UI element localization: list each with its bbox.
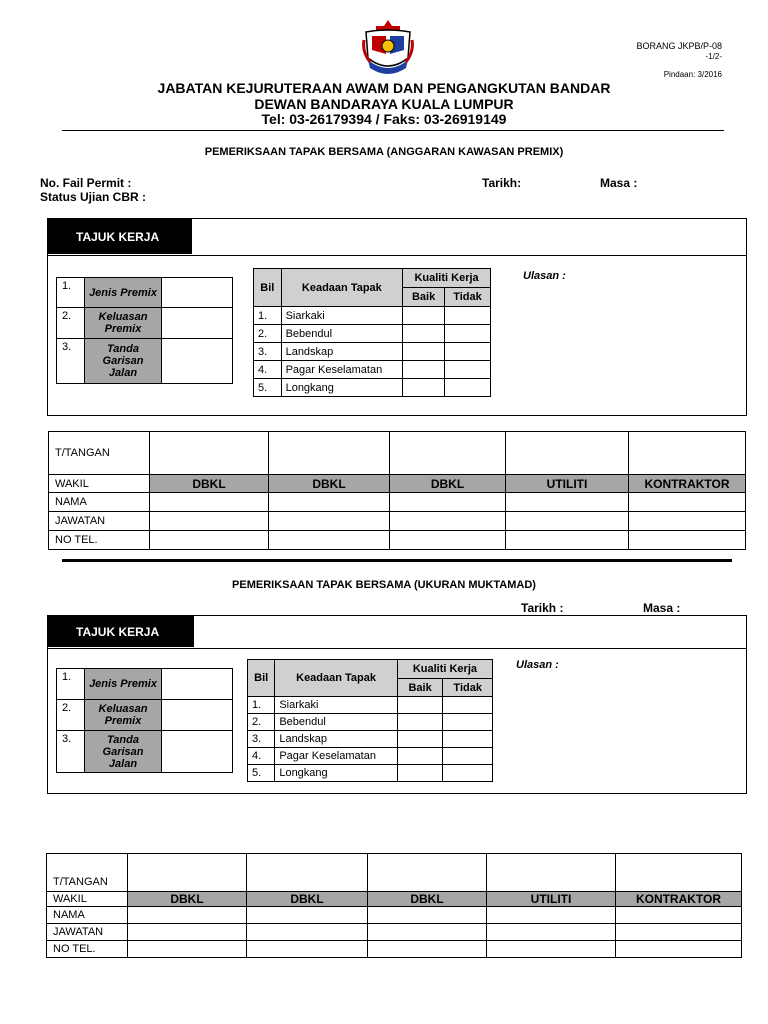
row-name: Longkang xyxy=(275,765,398,782)
cell-tidak[interactable] xyxy=(443,731,493,748)
section2-ulasan-label: Ulasan : xyxy=(516,659,559,671)
row-number: 5. xyxy=(254,379,282,397)
col-bil: Bil xyxy=(254,269,282,307)
row-name: Landskap xyxy=(275,731,398,748)
jawatan-cell[interactable] xyxy=(487,924,616,941)
header-divider xyxy=(62,130,724,131)
nama-cell[interactable] xyxy=(616,907,742,924)
dbkl-crest-logo xyxy=(362,18,414,78)
item-value-jenis-premix[interactable] xyxy=(162,278,233,308)
sign-cell[interactable] xyxy=(487,854,616,892)
cell-baik[interactable] xyxy=(397,714,443,731)
cell-baik[interactable] xyxy=(403,325,445,343)
cell-baik[interactable] xyxy=(403,379,445,397)
cell-baik[interactable] xyxy=(397,765,443,782)
item-number: 2. xyxy=(57,700,85,731)
label-wakil: WAKIL xyxy=(47,892,128,907)
col-keadaan-tapak: Keadaan Tapak xyxy=(281,269,403,307)
notel-cell[interactable] xyxy=(629,531,746,550)
row-name: Pagar Keselamatan xyxy=(275,748,398,765)
item-label-tanda-garisan: Tanda Garisan Jalan xyxy=(85,731,162,773)
col-kualiti-kerja: Kualiti Kerja xyxy=(397,660,492,679)
jawatan-cell[interactable] xyxy=(629,512,746,531)
col-dbkl: DBKL xyxy=(128,892,247,907)
label-jawatan: JAWATAN xyxy=(49,512,150,531)
section2-signature-table xyxy=(46,853,742,958)
sign-cell[interactable] xyxy=(128,854,247,892)
contact-line: Tel: 03-26179394 / Faks: 03-26919149 xyxy=(261,111,507,127)
nama-cell[interactable] xyxy=(247,907,368,924)
cell-baik[interactable] xyxy=(397,731,443,748)
col-dbkl: DBKL xyxy=(368,892,487,907)
cell-tidak[interactable] xyxy=(445,379,491,397)
item-value-keluasan-premix[interactable] xyxy=(162,700,233,731)
form-code: BORANG JKPB/P-08 xyxy=(636,41,722,51)
section1-tajuk-label: TAJUK KERJA xyxy=(48,219,192,254)
row-number: 1. xyxy=(254,307,282,325)
sign-cell[interactable] xyxy=(629,432,746,475)
col-dbkl: DBKL xyxy=(269,475,390,493)
sign-cell[interactable] xyxy=(506,432,629,475)
department-name: JABATAN KEJURUTERAAN AWAM DAN PENGANGKUTAN BANDAR xyxy=(157,80,611,96)
cell-tidak[interactable] xyxy=(445,307,491,325)
row-name: Pagar Keselamatan xyxy=(281,361,403,379)
nama-cell[interactable] xyxy=(150,493,269,512)
row-name: Landskap xyxy=(281,343,403,361)
notel-cell[interactable] xyxy=(506,531,629,550)
col-kontraktor: KONTRAKTOR xyxy=(616,892,742,907)
item-label-jenis-premix: Jenis Premix xyxy=(85,669,162,700)
section1-condition-table xyxy=(253,268,491,397)
nama-cell[interactable] xyxy=(487,907,616,924)
label-no-tel: NO TEL. xyxy=(47,941,128,958)
notel-cell[interactable] xyxy=(368,941,487,958)
row-number: 2. xyxy=(248,714,275,731)
row-number: 4. xyxy=(254,361,282,379)
col-tidak: Tidak xyxy=(445,288,491,307)
sign-cell[interactable] xyxy=(368,854,487,892)
row-name: Longkang xyxy=(281,379,403,397)
col-dbkl: DBKL xyxy=(247,892,368,907)
row-name: Siarkaki xyxy=(281,307,403,325)
section2-condition-table xyxy=(247,659,493,782)
item-number: 1. xyxy=(57,278,85,308)
cell-baik[interactable] xyxy=(403,361,445,379)
col-keadaan-tapak: Keadaan Tapak xyxy=(275,660,398,697)
row-number: 2. xyxy=(254,325,282,343)
section-divider xyxy=(62,559,732,562)
col-bil: Bil xyxy=(248,660,275,697)
col-baik: Baik xyxy=(397,679,443,697)
label-nama: NAMA xyxy=(47,907,128,924)
nama-cell[interactable] xyxy=(368,907,487,924)
sign-cell[interactable] xyxy=(390,432,506,475)
section2-date-label: Tarikh : xyxy=(521,601,564,615)
item-value-tanda-garisan[interactable] xyxy=(162,731,233,773)
col-baik: Baik xyxy=(403,288,445,307)
col-utiliti: UTILITI xyxy=(487,892,616,907)
row-name: Bebendul xyxy=(275,714,398,731)
cell-baik[interactable] xyxy=(403,307,445,325)
cell-tidak[interactable] xyxy=(445,325,491,343)
jawatan-cell[interactable] xyxy=(390,512,506,531)
nama-cell[interactable] xyxy=(506,493,629,512)
item-number: 2. xyxy=(57,308,85,339)
cell-baik[interactable] xyxy=(403,343,445,361)
col-dbkl: DBKL xyxy=(150,475,269,493)
section1-items-table xyxy=(56,277,233,384)
sign-cell[interactable] xyxy=(616,854,742,892)
cell-baik[interactable] xyxy=(397,697,443,714)
label-ttangan: T/TANGAN xyxy=(49,432,150,475)
section2-time-label: Masa : xyxy=(643,601,681,615)
cell-tidak[interactable] xyxy=(443,714,493,731)
nama-cell[interactable] xyxy=(629,493,746,512)
cell-tidak[interactable] xyxy=(443,765,493,782)
row-number: 4. xyxy=(248,748,275,765)
nama-cell[interactable] xyxy=(128,907,247,924)
item-label-keluasan-premix: Keluasan Premix xyxy=(85,700,162,731)
sign-cell[interactable] xyxy=(150,432,269,475)
jawatan-cell[interactable] xyxy=(247,924,368,941)
page-number: -1/2- xyxy=(705,52,722,61)
row-name: Bebendul xyxy=(281,325,403,343)
notel-cell[interactable] xyxy=(269,531,390,550)
cell-tidak[interactable] xyxy=(443,748,493,765)
revision-label: Pindaan: 3/2016 xyxy=(663,70,722,79)
jawatan-cell[interactable] xyxy=(150,512,269,531)
section1-signature-table xyxy=(48,431,746,550)
nama-cell[interactable] xyxy=(269,493,390,512)
section1-title: PEMERIKSAAN TAPAK BERSAMA (ANGGARAN KAWASAN PREMIX) xyxy=(204,146,564,158)
permit-file-label: No. Fail Permit : xyxy=(40,176,132,190)
notel-cell[interactable] xyxy=(247,941,368,958)
sign-cell[interactable] xyxy=(269,432,390,475)
date-label: Tarikh: xyxy=(482,176,522,190)
jawatan-cell[interactable] xyxy=(128,924,247,941)
col-utiliti: UTILITI xyxy=(506,475,629,493)
notel-cell[interactable] xyxy=(390,531,506,550)
label-no-tel: NO TEL. xyxy=(49,531,150,550)
item-number: 3. xyxy=(57,731,85,773)
label-wakil: WAKIL xyxy=(49,475,150,493)
cell-tidak[interactable] xyxy=(445,361,491,379)
notel-cell[interactable] xyxy=(616,941,742,958)
jawatan-cell[interactable] xyxy=(269,512,390,531)
item-value-keluasan-premix[interactable] xyxy=(162,308,233,339)
item-value-tanda-garisan[interactable] xyxy=(162,339,233,384)
item-label-jenis-premix: Jenis Premix xyxy=(85,278,162,308)
item-number: 3. xyxy=(57,339,85,384)
row-number: 3. xyxy=(254,343,282,361)
item-label-keluasan-premix: Keluasan Premix xyxy=(85,308,162,339)
section1-ulasan-label: Ulasan : xyxy=(523,270,566,282)
col-kontraktor: KONTRAKTOR xyxy=(629,475,746,493)
cell-tidak[interactable] xyxy=(445,343,491,361)
notel-cell[interactable] xyxy=(487,941,616,958)
label-nama: NAMA xyxy=(49,493,150,512)
nama-cell[interactable] xyxy=(390,493,506,512)
notel-cell[interactable] xyxy=(128,941,247,958)
council-name: DEWAN BANDARAYA KUALA LUMPUR xyxy=(254,96,514,112)
jawatan-cell[interactable] xyxy=(368,924,487,941)
row-number: 1. xyxy=(248,697,275,714)
label-jawatan: JAWATAN xyxy=(47,924,128,941)
row-name: Siarkaki xyxy=(275,697,398,714)
jawatan-cell[interactable] xyxy=(616,924,742,941)
time-label: Masa : xyxy=(600,176,638,190)
sign-cell[interactable] xyxy=(247,854,368,892)
row-number: 5. xyxy=(248,765,275,782)
item-value-jenis-premix[interactable] xyxy=(162,669,233,700)
col-dbkl: DBKL xyxy=(390,475,506,493)
col-tidak: Tidak xyxy=(443,679,493,697)
notel-cell[interactable] xyxy=(150,531,269,550)
item-number: 1. xyxy=(57,669,85,700)
cell-baik[interactable] xyxy=(397,748,443,765)
section2-items-table xyxy=(56,668,233,773)
section2-title: PEMERIKSAAN TAPAK BERSAMA (UKURAN MUKTAMAD) xyxy=(232,579,536,591)
col-kualiti-kerja: Kualiti Kerja xyxy=(403,269,491,288)
item-label-tanda-garisan: Tanda Garisan Jalan xyxy=(85,339,162,384)
jawatan-cell[interactable] xyxy=(506,512,629,531)
label-ttangan: T/TANGAN xyxy=(47,854,128,892)
row-number: 3. xyxy=(248,731,275,748)
section2-tajuk-label: TAJUK KERJA xyxy=(48,616,194,647)
cbr-status-label: Status Ujian CBR : xyxy=(40,190,147,204)
cell-tidak[interactable] xyxy=(443,697,493,714)
